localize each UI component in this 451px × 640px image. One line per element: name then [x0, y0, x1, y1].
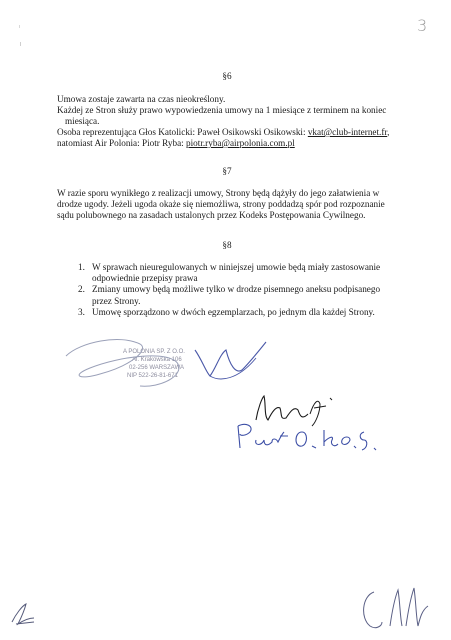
- section-6-line-3: miesiąca.: [65, 116, 100, 126]
- page-number: 3: [417, 16, 428, 35]
- section-6-line-5: [57, 138, 295, 149]
- air-polonia-text: natomiast Air Polonia: Piotr Ryba:: [57, 138, 187, 148]
- margin-mark: [19, 25, 20, 28]
- list-item-number: 2.: [78, 284, 85, 295]
- list-item-number: 3.: [78, 306, 85, 317]
- stamp-line-1: A POLONIA SP. Z O.O.: [123, 349, 185, 355]
- signature-handwritten-name: [232, 418, 382, 458]
- section-6-line-2: Każdej ze Stron służy prawo wypowiedzenia umowy na 1 miesiące z terminem na koniec: [57, 105, 387, 115]
- section-7-heading: §7: [222, 166, 232, 176]
- section-6-heading: §6: [222, 71, 232, 81]
- section-7-line-1: W razie sporu wynikłego z realizacji umowy, Strony będą dążyły do jego załatwienia w: [57, 188, 380, 198]
- stamp-line-4: NIP 522-26-81-671: [127, 373, 178, 379]
- signature-air-polonia: [60, 330, 280, 400]
- comma: ,: [387, 127, 390, 137]
- list-item: [78, 307, 390, 318]
- section-6-line-4: [57, 127, 389, 138]
- margin-mark: [20, 42, 21, 46]
- list-item-text: Umowę sporządzono w dwóch egzemplarzach, po jednym dla każdej Strony.: [92, 306, 375, 317]
- email-link-piotr-ryba[interactable]: piotr.ryba@airpolonia.com.pl: [186, 138, 295, 148]
- list-item-text: Zmiany umowy będą możliwe tylko w drodze pisemnego aneksu podpisanego przez Strony.: [92, 284, 381, 306]
- section-8-list: [78, 262, 390, 318]
- section-6-line-1: Umowa zostaje zawarta na czas nieokreślony.: [57, 94, 226, 104]
- section-7-line-2: drodze ugody. Jeżeli ugoda okaże się niemożliwa, strony poddadzą spór pod rozpoznanie: [57, 199, 385, 209]
- list-item: [78, 284, 390, 306]
- list-item: [78, 262, 390, 284]
- initials-bottom-left: [8, 600, 40, 628]
- representative-text: Osoba reprezentująca Głos Katolicki: Paweł Osikowski Osikowski:: [57, 127, 308, 137]
- email-link-vkat[interactable]: vkat@club-internet.fr: [307, 127, 388, 137]
- stamp-line-3: 02-256 WARSZAWA: [129, 365, 185, 371]
- list-item-number: 1.: [78, 262, 85, 272]
- section-8-heading: §8: [222, 240, 232, 250]
- initials-bottom-right: [358, 582, 438, 634]
- stamp-line-2: Al. Krakowska 106: [132, 357, 182, 363]
- section-7-line-3: sądu polubownego na zasadach ustalonych przez Kodeks Postępowania Cywilnego.: [57, 210, 366, 220]
- list-item-text: W sprawach nieuregulowanych w niniejszej umowie będą miały zastosowanie odpowiednie przepisy prawa: [92, 262, 381, 284]
